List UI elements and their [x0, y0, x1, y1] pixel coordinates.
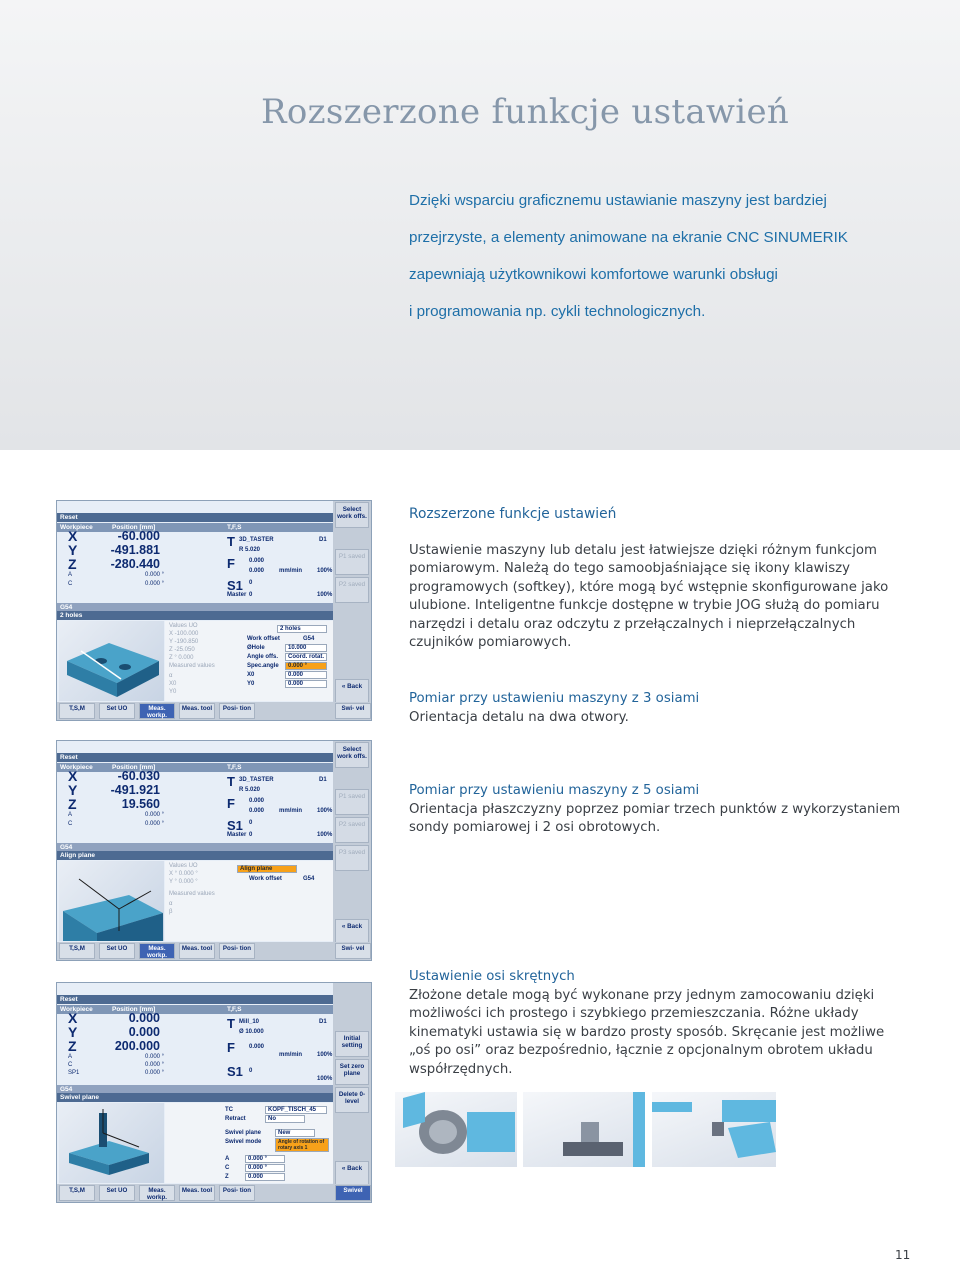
section-3axis: [409, 690, 909, 727]
g54-label: G54: [60, 844, 73, 851]
tool-name: Mill_10: [239, 1019, 260, 1025]
plane-graphic: [59, 861, 164, 941]
body-line: sondy pomiarowej i 2 osi obrotowych.: [409, 820, 661, 835]
reset-bar: [57, 995, 333, 1004]
field-value: 0.000 °: [248, 1156, 268, 1162]
swivel-graphic: [59, 1103, 164, 1183]
a-angle-field[interactable]: [245, 1155, 285, 1163]
hole-diameter-field[interactable]: [285, 644, 327, 652]
bottom-softkeys: [57, 702, 371, 720]
c-angle-field[interactable]: [245, 1164, 285, 1172]
body-line: Orientacja płaszczyzny poprzez pomiar trzech punktów z wykorzystaniem: [409, 801, 901, 817]
reset-bar: [57, 753, 333, 762]
section-extended-setup: [409, 505, 909, 653]
reset-bar: [57, 513, 333, 522]
cnc-screen-swivel: Reset Workpiece Position [mm] T,F,S X 0.000 Y 0.000 Z 200.000 A 0.000 ° C 0.000 ° SP1 0.000 ° T Mill_10 Ø 10.000 D1 F 0.000 mm/min 100% S1 0 100% G54 Swivel plane TC KOPF_TISCH_45 Retract No Swivel plane New Swivel mode Angle of rotation of rotary axis 1 A 0.000 ° C 0.000 ° Z 0.000 Initial setting Set zero plane Delete 0-level « Back T,S,M Set UO Meas. workp. Meas. tool Posi- tion Swivel: [56, 982, 372, 1203]
axis-name: SP1: [68, 1070, 80, 1076]
body-line: programowych (softkey), które mogą być wstępnie skonfigurowane jako: [409, 579, 889, 595]
field-label: TC: [225, 1107, 233, 1113]
tool-radius: Ø 10.000: [239, 1029, 264, 1035]
field-label: Z: [225, 1174, 229, 1180]
field-value: 0.000 °: [248, 1165, 268, 1171]
axis-value: 19.560: [121, 797, 160, 811]
measure-workpiece-softkey[interactable]: Meas. workp.: [139, 943, 175, 959]
tool-d: D1: [319, 1019, 327, 1025]
axis-value: 0.000 °: [145, 1070, 165, 1076]
tsm-softkey[interactable]: T,S,M: [59, 943, 95, 959]
tc-field[interactable]: [265, 1106, 327, 1114]
body-line: możliwości ich prostego i szybkiego przemieszczania. Różne układy: [409, 1006, 859, 1021]
col-workpiece: Workpiece: [60, 524, 93, 531]
master-label: Master: [227, 832, 247, 838]
body-line: Orientacja detalu na dwa otwory.: [409, 709, 629, 725]
spindle-label: S1: [227, 1064, 243, 1079]
measure-tool-softkey[interactable]: Meas. tool: [179, 1185, 215, 1201]
field-value: 0.000 °: [288, 663, 308, 669]
g54-bar: [57, 843, 333, 851]
field-label: Angle offs.: [247, 654, 278, 660]
spindle-value: 0: [249, 1068, 253, 1074]
field-value: Align plane: [240, 866, 273, 872]
field-value: G54: [303, 876, 315, 882]
body-line: narzędzi i detalu oraz odczytu z przełączalnych i nieprzełączalnych: [409, 616, 856, 632]
initial-setting-softkey[interactable]: Initial setting: [335, 1031, 369, 1057]
feed-unit: mm/min: [279, 808, 303, 814]
swivel-softkey[interactable]: Swi- vel: [335, 943, 371, 959]
body-line: ulubione. Inteligentne funkcje dostępne w trybie JOG służą do pomiaru: [409, 598, 880, 613]
intro-text: [409, 188, 909, 336]
value-row: Y ° 0.000 °: [169, 879, 198, 885]
reset-label: Reset: [60, 514, 78, 521]
feed-override: 100%: [317, 1052, 333, 1058]
select-work-offset-softkey[interactable]: Select work offs.: [335, 742, 369, 768]
back-softkey[interactable]: « Back: [335, 679, 369, 705]
field-value: Angle of rotation of rotary axis 1: [278, 1139, 325, 1151]
p1-softkey[interactable]: P1 saved: [335, 549, 369, 575]
field-value: 0.000: [288, 681, 304, 687]
p3-softkey[interactable]: P3 saved: [335, 845, 369, 871]
field-value: Coord. rotat.: [288, 654, 324, 660]
master-value: 0: [249, 832, 253, 838]
body-line: czujników pomiarowych.: [409, 635, 572, 650]
set-zero-plane-softkey[interactable]: Set zero plane: [335, 1059, 369, 1085]
intro-line: Dzięki wsparciu graficznemu ustawianie maszyny jest bardziej: [409, 192, 827, 209]
axis-name: A: [68, 1054, 73, 1060]
measure-tool-softkey[interactable]: Meas. tool: [179, 943, 215, 959]
swivel-head-photo-3: [652, 1092, 776, 1167]
select-work-offset-softkey[interactable]: Select work offs.: [335, 502, 369, 528]
axis-name: Y: [68, 542, 78, 558]
master-value: 0: [249, 592, 253, 598]
spindle-override: 100%: [317, 1076, 333, 1082]
field-label: ØHole: [247, 645, 265, 651]
axis-value: 0.000 °: [145, 572, 165, 578]
rotary-table-icon: [395, 1092, 517, 1167]
measured-title: Measured values: [169, 891, 215, 897]
feed-value: 0.000: [249, 558, 265, 564]
spec-angle-field[interactable]: [285, 662, 327, 670]
feed-unit: mm/min: [279, 568, 303, 574]
g54-bar: [57, 1085, 333, 1093]
col-tfs: T,F,S: [227, 1006, 242, 1013]
bottom-softkeys: [57, 1184, 371, 1202]
softkey-column: [333, 983, 371, 1202]
tool-d: D1: [319, 537, 327, 543]
value-row: X -100.000: [169, 631, 199, 637]
field-value: KOPF_TISCH_45: [268, 1107, 317, 1113]
mode-select[interactable]: [277, 625, 327, 633]
swivel-softkey[interactable]: Swi- vel: [335, 703, 371, 719]
axis-name: Z: [68, 556, 77, 572]
spindle-value: 0: [249, 580, 253, 586]
col-position: Position [mm]: [112, 764, 156, 771]
body-line: Złożone detale mogą być wykonane przy jednym zamocowaniu dzięki: [409, 987, 875, 1003]
field-label: A: [225, 1156, 230, 1162]
set-uo-softkey[interactable]: Set UO: [99, 703, 135, 719]
measured-title: Measured values: [169, 663, 215, 669]
field-label: Spec.angle: [247, 663, 279, 669]
z-field[interactable]: [245, 1173, 285, 1181]
field-label: C: [225, 1165, 230, 1171]
field-value: 0.000: [248, 1174, 264, 1180]
axis-readout: [65, 769, 220, 829]
axis-name: C: [68, 581, 73, 587]
tool-radius: R 5.020: [239, 547, 261, 553]
back-softkey[interactable]: « Back: [335, 919, 369, 945]
field-value: No: [268, 1116, 276, 1122]
values-panel: [165, 861, 333, 941]
axis-value: -491.881: [110, 543, 160, 557]
spindle-override: 100%: [317, 832, 333, 838]
field-value: 2 holes: [280, 626, 301, 632]
field-label: Swivel mode: [225, 1139, 262, 1145]
p2-softkey[interactable]: P2 saved: [335, 817, 369, 843]
axis-value: 0.000: [128, 1025, 160, 1039]
axis-name: Z: [68, 796, 77, 812]
axis-name: C: [68, 1062, 73, 1068]
swivel-form: [165, 1103, 333, 1183]
measured-row: β: [169, 909, 173, 915]
plane-icon: [59, 861, 164, 941]
intro-line: przejrzyste, a elementy animowane na ekranie CNC SINUMERIK: [409, 229, 848, 246]
feed-unit: mm/min: [279, 1052, 303, 1058]
axis-name: Y: [68, 1024, 78, 1040]
feed-override: 100%: [317, 808, 333, 814]
delete-zero-level-softkey[interactable]: Delete 0-level: [335, 1087, 369, 1113]
bottom-softkeys: [57, 942, 371, 960]
axis-readout: [65, 529, 220, 589]
field-value: 0.000: [288, 672, 304, 678]
values-title: Values UO: [169, 863, 198, 869]
intro-line: i programowania np. cykli technologicznych.: [409, 303, 706, 320]
col-tfs: T,F,S: [227, 524, 242, 531]
feed-value-2: 0.000: [249, 568, 265, 574]
col-tfs: T,F,S: [227, 764, 242, 771]
axis-value: -280.440: [110, 557, 160, 571]
mode-bar: [57, 611, 333, 620]
measure-workpiece-softkey[interactable]: Meas. workp.: [139, 703, 175, 719]
values-title: Values UO: [169, 623, 198, 629]
body-line: „oś po osi” oraz bezpośrednio, łącznie z opcjonalnym obrotem układu: [409, 1043, 873, 1058]
position-softkey[interactable]: Posi- tion: [219, 1185, 255, 1201]
page-title: Rozszerzone funkcje ustawień: [261, 92, 790, 132]
axis-value: 0.000 °: [145, 821, 165, 827]
section-heading: Pomiar przy ustawieniu maszyny z 5 osiami: [409, 783, 700, 798]
axis-name: Z: [68, 1038, 77, 1054]
softkey-column: [333, 741, 371, 960]
tsm-softkey[interactable]: T,S,M: [59, 1185, 95, 1201]
field-label: Swivel plane: [225, 1130, 262, 1136]
p2-softkey[interactable]: P2 saved: [335, 577, 369, 603]
mode-label: Swivel plane: [60, 1094, 100, 1101]
axis-name: A: [68, 812, 73, 818]
field-label: Work offset: [247, 636, 280, 642]
spindle-label: S1: [227, 818, 243, 833]
field-label: Work offset: [249, 876, 282, 882]
workpiece-graphic: [59, 621, 164, 701]
measure-tool-softkey[interactable]: Meas. tool: [179, 703, 215, 719]
axis-value: -60.030: [117, 769, 160, 783]
swivel-head-photo-2: [523, 1092, 645, 1167]
section-heading: Rozszerzone funkcje ustawień: [409, 506, 617, 522]
axis-value: 0.000 °: [145, 812, 165, 818]
back-softkey[interactable]: « Back: [335, 1161, 369, 1187]
retract-field[interactable]: [265, 1115, 305, 1123]
swivel-head-icon: [59, 1103, 164, 1183]
axis-name: C: [68, 821, 73, 827]
axis-name: Y: [68, 782, 78, 798]
measured-row: X0: [169, 681, 177, 687]
values-panel: [165, 621, 333, 701]
cnc-screen-3axis: Reset Workpiece Position [mm] T,F,S X -60.000 Y -491.881 Z -280.440 A 0.000 ° C 0.000 ° T 3D_TASTER R 5.020 D1 F 0.000 0.000 mm/min 100% S1 0 Master 0 100% G54 2 holes Values UO X -100.000 Y -190.850 Z -25.050 Z ° 0.000 Measured values α X0 Y0 2 holes Work offset G54 ØHole 10.000 Angle offs. Coord. rotat. Spec.angle 0.000 ° X0 0.000 Y0 0.000 Select work offs. P1 saved P2 saved « Back T,S,M Set UO Meas. workp. Meas. tool Posi- tion Swi- vel: [56, 500, 372, 721]
measured-row: Y0: [169, 689, 177, 695]
section-heading: Ustawienie osi skrętnych: [409, 969, 575, 984]
g54-label: G54: [60, 604, 73, 611]
reset-label: Reset: [60, 754, 78, 761]
axis-value: 0.000 °: [145, 1062, 165, 1068]
swivel-softkey[interactable]: Swivel: [335, 1185, 371, 1201]
axis-value: 0.000 °: [145, 1054, 165, 1060]
value-row: Z ° 0.000: [169, 655, 194, 661]
set-uo-softkey[interactable]: Set UO: [99, 943, 135, 959]
measured-row: α: [169, 673, 173, 679]
intro-line: zapewniają użytkownikowi komfortowe warunki obsługi: [409, 266, 778, 283]
tool-d: D1: [319, 777, 327, 783]
g54-bar: [57, 603, 333, 611]
axis-name: X: [68, 768, 78, 784]
master-label: Master: [227, 592, 247, 598]
section-swivel: [409, 968, 909, 1079]
p1-softkey[interactable]: P1 saved: [335, 789, 369, 815]
spindle-label: S1: [227, 578, 243, 593]
milling-head-icon: [523, 1092, 645, 1167]
angle-offset-field[interactable]: [285, 653, 327, 661]
feed-value-2: 0.000: [249, 808, 265, 814]
spindle-value: 0: [249, 820, 253, 826]
field-label: X0: [247, 672, 255, 678]
col-position: Position [mm]: [112, 524, 156, 531]
field-label: Y0: [247, 681, 255, 687]
feed-value: 0.000: [249, 1044, 265, 1050]
axis-name: X: [68, 1010, 78, 1026]
set-uo-softkey[interactable]: Set UO: [99, 1185, 135, 1201]
feed-value: 0.000: [249, 798, 265, 804]
field-label: Retract: [225, 1116, 246, 1122]
mode-label: Align plane: [60, 852, 96, 859]
feed-override: 100%: [317, 568, 333, 574]
axis-value: 200.000: [114, 1039, 160, 1053]
y0-field[interactable]: [285, 680, 327, 688]
swivel-head-photo-1: [395, 1092, 517, 1167]
g54-label: G54: [60, 1086, 73, 1093]
field-value: New: [278, 1130, 291, 1136]
page-number: 11: [895, 1248, 911, 1262]
mode-bar: [57, 851, 333, 860]
body-line: współrzędnych.: [409, 1061, 513, 1077]
workpiece-icon: [59, 621, 164, 701]
axis-name: X: [68, 528, 78, 544]
body-line: kinematyki ustawia się w bardzo prosty sposób. Skręcanie jest możliwe: [409, 1024, 885, 1040]
mode-label: 2 holes: [60, 612, 83, 619]
softkey-column: [333, 501, 371, 720]
body-line: Ustawienie maszyny lub detalu jest łatwiejsze dzięki różnym funkcjom: [409, 542, 877, 558]
tool-name: 3D_TASTER: [239, 777, 274, 783]
measured-row: α: [169, 901, 173, 907]
x0-field[interactable]: [285, 671, 327, 679]
field-value: 10.000: [288, 645, 307, 651]
swivel-mode-field[interactable]: [275, 1138, 329, 1152]
spindle-head-icon: [652, 1092, 776, 1167]
col-position: Position [mm]: [112, 1006, 156, 1013]
col-workpiece: Workpiece: [60, 764, 93, 771]
section-heading: Pomiar przy ustawieniu maszyny z 3 osiami: [409, 691, 700, 706]
tool-name: 3D_TASTER: [239, 537, 274, 543]
mode-bar: [57, 1093, 333, 1102]
field-value: G54: [303, 636, 315, 642]
tsm-softkey[interactable]: T,S,M: [59, 703, 95, 719]
position-softkey[interactable]: Posi- tion: [219, 703, 255, 719]
position-softkey[interactable]: Posi- tion: [219, 943, 255, 959]
axis-value: -60.000: [117, 529, 160, 543]
body-line: pomiarowym. Należą do tego samoobjaśniające się ikony klawiszy: [409, 561, 850, 576]
measure-workpiece-softkey[interactable]: Meas. workp.: [139, 1185, 175, 1201]
axis-value: 0.000: [128, 1011, 160, 1025]
spindle-override: 100%: [317, 592, 333, 598]
reset-label: Reset: [60, 996, 78, 1003]
col-workpiece: Workpiece: [60, 1006, 93, 1013]
value-row: Y -190.850: [169, 639, 199, 645]
axis-value: -491.921: [110, 783, 160, 797]
tool-radius: R 5.020: [239, 787, 261, 793]
value-row: X ° 0.000 °: [169, 871, 198, 877]
axis-name: A: [68, 572, 73, 578]
axis-value: 0.000 °: [145, 581, 165, 587]
align-plane-select[interactable]: [237, 865, 297, 873]
axis-readout: [65, 1011, 220, 1077]
cnc-screen-5axis: Reset Workpiece Position [mm] T,F,S X -60.030 Y -491.921 Z 19.560 A 0.000 ° C 0.000 ° T 3D_TASTER R 5.020 D1 F 0.000 0.000 mm/min 100% S1 0 Master 0 100% G54 Align plane Values UO X ° 0.000 ° Y ° 0.000 ° Measured values α β Align plane Work offset G54 Select work offs. P1 saved P2 saved P3 saved « Back T,S,M Set UO Meas. workp. Meas. tool Posi- tion Swi- vel: [56, 740, 372, 961]
value-row: Z -25.050: [169, 647, 195, 653]
swivel-plane-field[interactable]: [275, 1129, 315, 1137]
section-5axis: [409, 782, 909, 838]
